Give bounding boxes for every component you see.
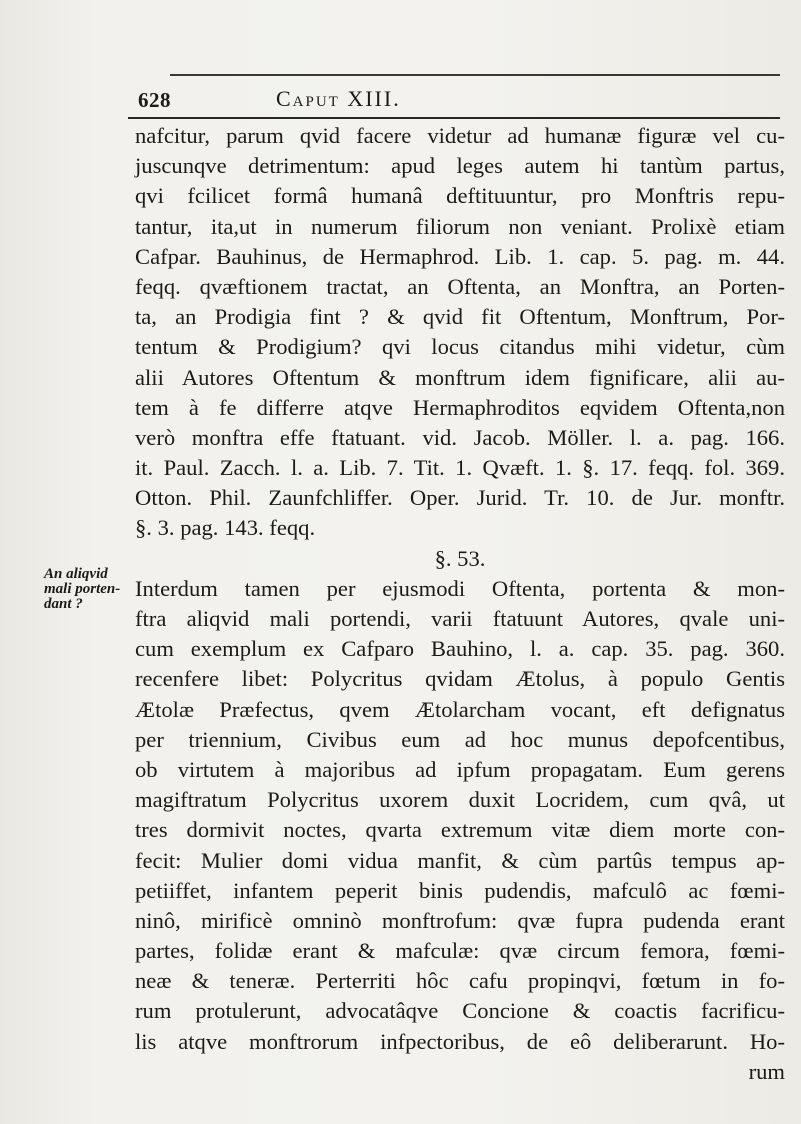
text-line: lis atqve monftrorum infpectoribus, de eô deliberarunt. Ho- xyxy=(135,1028,785,1054)
text-line: alii Autores Oftentum & monftrum idem fignificare, alii au- xyxy=(135,364,785,390)
text-line: per triennium, Civibus eum ad hoc munus depofcentibus, xyxy=(135,726,785,752)
text-line: fecit: Mulier domi vidua manfit, & cùm partûs tempus ap- xyxy=(135,847,785,873)
text-line: tres dormivit noctes, qvarta extremum vitæ diem morte con- xyxy=(135,817,785,843)
text-line: recenfere libet: Polycritus qvidam Ætolus, à populo Gentis xyxy=(135,666,785,692)
text-line: Interdum tamen per ejusmodi Oftenta, portenta & mon- xyxy=(135,575,785,601)
section-number: §. 53. xyxy=(434,545,486,571)
catchword: rum xyxy=(748,1058,785,1084)
text-line: Ætolæ Præfectus, qvem Ætolarcham vocant, eft defignatus xyxy=(135,696,785,722)
text-line: nafcitur, parum qvid facere videtur ad humanæ figuræ vel cu- xyxy=(135,123,785,148)
text-line: ninô, mirificè omninò monftrofum: qvæ fupra pudenda erant xyxy=(135,907,785,933)
text-line: magiftratum Polycritus uxorem duxit Locridem, cum qvâ, ut xyxy=(135,787,785,813)
text-line: qvi fcilicet formâ humanâ deftituuntur, pro Monftris repu- xyxy=(135,183,785,209)
text-line: tantur, ita,ut in numerum filiorum non veniant. Prolixè etiam xyxy=(135,213,785,239)
text-line: partes, folidæ erant & mafculæ: qvæ circum femora, fœmi- xyxy=(135,938,785,964)
text-line: ta, an Prodigia fint ? & qvid fit Oftentum, Monftrum, Por- xyxy=(135,304,785,330)
body-text xyxy=(135,121,785,1087)
text-line: petiiffet, infantem peperit binis pudendis, mafculô ac fœmi- xyxy=(135,877,785,903)
text-line: neæ & teneræ. Perterriti hôc cafu propinqvi, fœtum in fo- xyxy=(135,968,785,994)
margin-note xyxy=(44,567,128,612)
text-line: ob virtutem à majoribus ad ipfum propagatam. Eum gerens xyxy=(135,756,785,782)
text-line: it. Paul. Zacch. l. a. Lib. 7. Tit. 1. Qvæft. 1. §. 17. feqq. fol. 369. xyxy=(135,455,785,481)
page-header xyxy=(128,80,778,116)
text-line: tentum & Prodigium? qvi locus citandus mihi videtur, cùm xyxy=(135,334,785,360)
text-line: ftra aliqvid mali portendi, varii ftatuunt Autores, qvale uni- xyxy=(135,606,785,631)
running-head: Caput XIII. xyxy=(276,86,401,111)
header-top-rule xyxy=(170,74,780,76)
margin-note-line: An aliqvid xyxy=(44,566,108,582)
text-line: cum exemplum ex Cafparo Bauhino, l. a. cap. 35. pag. 360. xyxy=(135,636,785,662)
page-number: 628 xyxy=(138,88,171,112)
text-line: §. 3. pag. 143. feqq. xyxy=(135,515,316,541)
text-line: feqq. qvæftionem tractat, an Oftenta, an Monftra, an Porten- xyxy=(135,273,785,299)
text-line: verò monftra effe ftatuant. vid. Jacob. Möller. l. a. pag. 166. xyxy=(135,424,785,450)
text-line: tem à fe differre atqve Hermaphroditos eqvidem Oftenta,non xyxy=(135,394,785,420)
text-line: Cafpar. Bauhinus, de Hermaphrod. Lib. 1. cap. 5. pag. m. 44. xyxy=(135,243,785,269)
margin-note-line: dant ? xyxy=(44,596,83,612)
text-line: juscunqve detrimentum: apud leges autem hi tantùm partus, xyxy=(135,153,785,179)
text-line: rum protulerunt, advocatâqve Concione & coactis facrificu- xyxy=(135,998,785,1024)
margin-note-line: mali porten- xyxy=(44,581,121,597)
text-line: Otton. Phil. Zaunfchliffer. Oper. Jurid. Tr. 10. de Jur. monftr. xyxy=(135,485,785,511)
header-rule xyxy=(128,117,780,119)
